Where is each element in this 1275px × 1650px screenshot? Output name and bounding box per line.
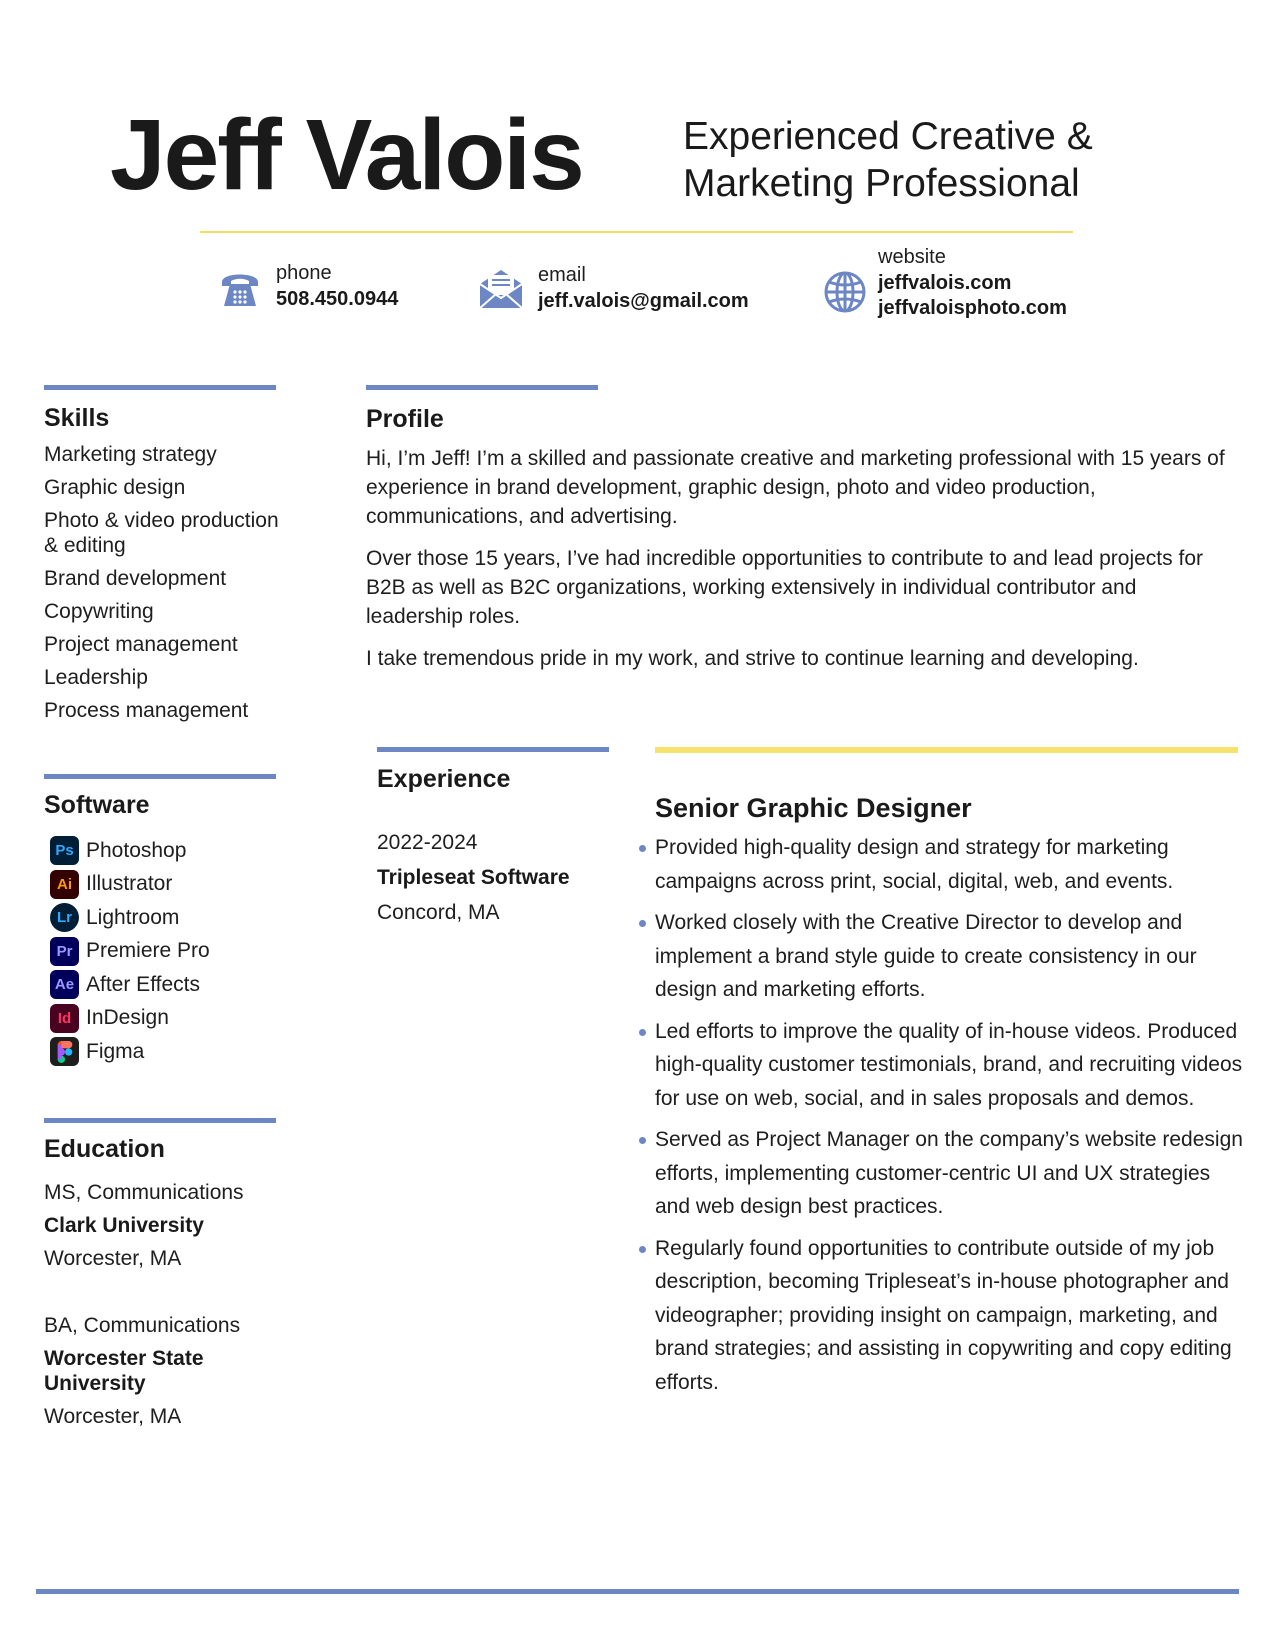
software-name: Lightroom [86,905,180,929]
school: Clark University [44,1214,204,1237]
degree: BA, Communications [44,1314,241,1337]
list-item: Marketing strategy [44,443,217,466]
list-item [50,935,210,969]
list-item: Photo & video production & editing [44,509,279,557]
software-name: Photoshop [86,838,187,862]
experience-location: Concord, MA [377,901,500,924]
experience-dates: 2022-2024 [377,831,478,854]
envelope-icon [478,266,524,310]
software-name: Premiere Pro [86,939,210,963]
bullet-icon [639,1029,646,1036]
email-value[interactable]: jeff.valois@gmail.com [538,290,749,312]
software-name: Figma [86,1039,145,1063]
list-item [655,906,1245,1007]
tagline-line-2: Marketing Professional [683,162,1080,205]
bullet-icon [639,920,646,927]
list-item: Leadership [44,666,148,689]
job-bullets [655,831,1245,1407]
job-rule [655,747,1238,753]
skills-list [44,442,284,731]
list-item [50,901,210,935]
resume-name: Jeff Valois [110,99,583,211]
footer-rule [36,1589,1239,1594]
experience-company: Tripleseat Software [377,866,570,889]
list-item [655,1232,1245,1400]
experience-meta [377,830,607,935]
indesign-icon: Id [50,1004,79,1033]
bullet-icon [639,845,646,852]
software-name: Illustrator [86,872,173,896]
resume-tagline [683,113,1093,207]
profile-paragraph: I take tremendous pride in my work, and strive to continue learning and developing. [366,647,1139,670]
email-label: email [538,264,586,286]
software-title: Software [44,791,150,819]
phone-label: phone [276,262,332,284]
list-item [50,1035,210,1069]
location: Worcester, MA [44,1405,182,1428]
education-entry-2 [44,1313,284,1429]
after-effects-icon: Ae [50,970,79,999]
globe-icon [823,270,867,314]
bullet-text: Served as Project Manager on the company’s website redesign efforts, implementing customer-centric UI and UX strategies and web design best practices. [655,1128,1243,1218]
job-title: Senior Graphic Designer [655,793,972,823]
software-list [50,834,210,1069]
bullet-text: Worked closely with the Creative Director to develop and implement a brand style guide to create consistency in our design and marketing efforts. [655,911,1197,1001]
skills-title: Skills [44,404,110,432]
phone-value[interactable]: 508.450.0944 [276,288,399,310]
list-item [655,831,1245,898]
figma-logo-icon [57,1041,73,1063]
profile-text [366,444,1226,686]
illustrator-icon: Ai [50,870,79,899]
software-rule [44,774,276,779]
list-item: Project management [44,633,238,656]
experience-rule [377,747,609,752]
bullet-icon [639,1137,646,1144]
bullet-text: Regularly found opportunities to contribute outside of my job description, becoming Tripleseat’s in-house photographer and videographer; providing insight on campaign, marketing, and brand strategies; and assisting in copywriting and copy editing efforts. [655,1236,1232,1394]
education-title: Education [44,1135,165,1163]
software-name: After Effects [86,972,200,996]
list-item [50,1002,210,1036]
header-divider [200,231,1073,233]
education-rule [44,1118,276,1123]
profile-title: Profile [366,405,444,433]
profile-rule [366,385,598,390]
website-value-1[interactable]: jeffvalois.com [878,272,1012,294]
list-item: Graphic design [44,476,186,499]
list-item [50,868,210,902]
list-item [50,968,210,1002]
degree: MS, Communications [44,1181,244,1204]
tagline-line-1: Experienced Creative & [683,115,1093,158]
location: Worcester, MA [44,1247,182,1270]
website-label: website [878,246,946,268]
experience-title: Experience [377,765,511,793]
list-item: Process management [44,699,249,722]
premiere-pro-icon: Pr [50,937,79,966]
school: Worcester State University [44,1347,204,1395]
bullet-text: Led efforts to improve the quality of in-house videos. Produced high-quality customer testimonials, brand, and recruiting videos for use on web, social, and in sales proposals and demos. [655,1019,1243,1110]
list-item [655,1123,1245,1224]
software-name: InDesign [86,1006,169,1030]
list-item [50,834,210,868]
education-entry-1 [44,1180,284,1271]
bullet-icon [639,1246,646,1253]
skills-rule [44,385,276,390]
profile-paragraph: Over those 15 years, I’ve had incredible opportunities to contribute to and lead projects for B2B as well as B2C organizations, working extensively in individual contributor and leadership roles. [366,547,1203,628]
lightroom-icon: Lr [50,903,79,932]
list-item: Brand development [44,567,227,590]
website-value-2[interactable]: jeffvaloisphoto.com [878,297,1067,319]
list-item: Copywriting [44,600,154,623]
phone-icon [218,268,262,308]
bullet-text: Provided high-quality design and strategy for marketing campaigns across print, social, digital, web, and events. [655,836,1174,893]
figma-icon [50,1037,79,1066]
profile-paragraph: Hi, I’m Jeff! I’m a skilled and passionate creative and marketing professional with 15 years of experience in brand development, graphic design, photo and video production, communications, and advertising. [366,447,1225,528]
photoshop-icon: Ps [50,836,79,865]
list-item [655,1015,1245,1116]
